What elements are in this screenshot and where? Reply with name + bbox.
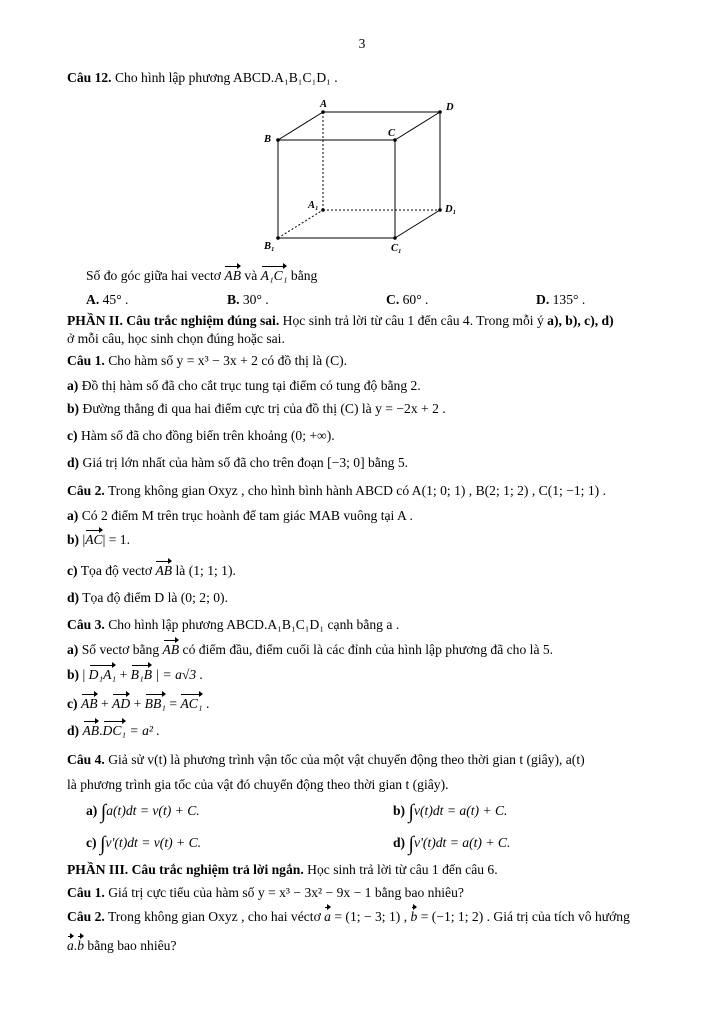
p3q2-post: = (−1; 1; 2) . Giá trị của tích vô hướng xyxy=(417,909,630,924)
label-A: A xyxy=(320,99,328,110)
item-text: + xyxy=(116,667,131,682)
item-key: b) xyxy=(67,532,80,547)
item-text: là (1; 1; 1). xyxy=(172,563,236,578)
p2q2-item-d[interactable] xyxy=(67,590,662,607)
part2-intro: Học sinh trả lời từ câu 1 đến câu 4. Trong mỗi ý xyxy=(279,313,548,328)
p2q2-item-c[interactable] xyxy=(67,563,662,580)
p3q1-label: Câu 1. xyxy=(67,885,105,900)
vec-dc1: DC₁ xyxy=(102,723,127,738)
option-key: A. xyxy=(86,292,100,307)
p2q4-stem-line1 xyxy=(67,752,662,769)
part2-intro-line2: ở mỗi câu, học sinh chọn đúng hoặc sai. xyxy=(67,331,285,346)
part3-intro-text: Học sinh trả lời từ câu 1 đến câu 6. xyxy=(303,862,498,877)
item-key: a) xyxy=(86,803,98,818)
label-C: C xyxy=(388,128,396,139)
p3q2-label: Câu 2. xyxy=(67,909,105,924)
vec-ab: AB xyxy=(80,696,98,711)
q12-vec-ab: AB xyxy=(224,268,241,283)
option-key: C. xyxy=(386,292,400,307)
p2q2-item-b[interactable] xyxy=(67,532,662,549)
q12-option-d[interactable] xyxy=(536,292,585,309)
item-text: | xyxy=(82,532,86,547)
integral-sign: ∫ xyxy=(408,833,414,855)
p2q4-stem-line2: là phương trình gia tốc của vật đó chuyển động theo thời gian t (giây). xyxy=(67,777,449,792)
p2q2-label: Câu 2. xyxy=(67,483,105,498)
item-key: b) xyxy=(393,803,406,818)
option-value: 135° . xyxy=(552,292,586,307)
p3q2-line1 xyxy=(67,909,662,926)
p2q4-item-d[interactable] xyxy=(393,832,510,857)
p2q3-item-a[interactable] xyxy=(67,642,662,659)
q12-label: Câu 12. xyxy=(67,70,112,85)
vec-bb1: BB₁ xyxy=(144,696,166,711)
part2-intro-line1 xyxy=(67,313,662,330)
option-value: 60° . xyxy=(402,292,429,307)
q12-option-a[interactable] xyxy=(86,292,128,309)
p2q4-label: Câu 4. xyxy=(67,752,105,767)
item-expr: v'(t)dt = a(t) + C. xyxy=(413,835,511,850)
dot: . xyxy=(73,938,78,953)
integral-sign: ∫ xyxy=(100,801,107,823)
p2q2-text: Trong không gian Oxyz , cho hình bình hành ABCD có A(1; 0; 1) , B(2; 1; 2) , C(1; −1; 1) . xyxy=(107,483,606,498)
item-expr: v'(t)dt = v(t) + C. xyxy=(105,835,202,850)
item-text: Tọa độ vectơ xyxy=(80,563,156,578)
p2q3-stem xyxy=(67,617,662,634)
p2q1-item-d[interactable] xyxy=(67,455,662,472)
vec-d1a1: D₁A₁ xyxy=(88,667,117,682)
item-key: c) xyxy=(67,563,78,578)
q12-line xyxy=(67,70,662,87)
vec-ad: AD xyxy=(112,696,131,711)
item-key: a) xyxy=(67,378,79,393)
p2q1-item-a[interactable] xyxy=(67,378,662,395)
page-number: 3 xyxy=(358,36,366,51)
part2-heading: PHẦN II. Câu trắc nghiệm đúng sai. xyxy=(67,313,280,328)
p2q2-stem xyxy=(67,483,662,500)
item-key: d) xyxy=(67,723,80,738)
p3q1 xyxy=(67,885,662,902)
p2q1-item-b[interactable] xyxy=(67,401,662,418)
p2q3-item-b[interactable] xyxy=(67,667,662,684)
p2q1-text: Cho hàm số y = x³ − 3x + 2 có đồ thị là (C). xyxy=(108,353,348,368)
q12-options xyxy=(86,292,646,308)
label-B: B xyxy=(264,134,272,145)
vec-a: a xyxy=(67,938,74,953)
item-text: có điểm đầu, điểm cuối là các đỉnh của hình lập phương đã cho là 5. xyxy=(179,642,554,657)
label-D1: D₁ xyxy=(445,204,457,215)
p2q1-stem xyxy=(67,353,662,370)
vec-b: b xyxy=(410,909,418,924)
item-key: c) xyxy=(67,696,78,711)
integral-sign: ∫ xyxy=(99,833,106,855)
label-A1: A₁ xyxy=(308,200,319,211)
q12-option-c[interactable] xyxy=(386,292,428,309)
q12-question xyxy=(86,268,662,285)
option-value: 45° . xyxy=(102,292,129,307)
item-text: Giá trị lớn nhất của hàm số đã cho trên đoạn [−3; 0] bằng 5. xyxy=(82,455,409,470)
label-B1: B₁ xyxy=(264,241,275,252)
option-value: 30° . xyxy=(242,292,269,307)
vec-ab: AB xyxy=(82,723,100,738)
vec-ac: AC xyxy=(85,532,103,547)
integral-sign: ∫ xyxy=(408,801,414,823)
p3q2-pre: Trong không gian Oxyz , cho hai véctơ xyxy=(107,909,325,924)
vec-ac1: AC₁ xyxy=(180,696,203,711)
item-key: b) xyxy=(67,401,80,416)
p2q3-item-c[interactable]: c) AB + AD + BB₁ = AC₁ . xyxy=(67,696,210,711)
vec-b1b: B₁B xyxy=(130,667,153,682)
vec-b: b xyxy=(77,938,84,953)
p2q3-label: Câu 3. xyxy=(67,617,105,632)
item-text: Đồ thị hàm số đã cho cắt trục tung tại điểm có tung độ bằng 2. xyxy=(81,378,421,393)
vec-ab: AB xyxy=(155,563,173,578)
item-key: c) xyxy=(67,428,78,443)
item-text: | xyxy=(82,667,89,682)
item-expr: v(t)dt = a(t) + C. xyxy=(413,803,508,818)
p2q4-item-b[interactable] xyxy=(393,800,507,825)
p2q4-line1: Giả sử v(t) là phương trình vận tốc của một vật chuyển động theo thời gian t (giây), a(t) xyxy=(108,752,585,767)
item-key: c) xyxy=(86,835,97,850)
p2q1-label: Câu 1. xyxy=(67,353,105,368)
p2q3-item-d[interactable] xyxy=(67,723,662,740)
q12-text: Cho hình lập phương ABCD.A₁B₁C₁D₁ . xyxy=(114,70,338,85)
part3-heading: PHẦN III. Câu trắc nghiệm trả lời ngắn. xyxy=(67,862,304,877)
part2-intro-bold: a), b), c), d) xyxy=(547,313,614,328)
label-D: D xyxy=(446,102,454,113)
item-key: a) xyxy=(67,642,79,657)
p3q2-line2-text: bằng bao nhiêu? xyxy=(84,938,177,953)
p2q4-item-a[interactable] xyxy=(86,800,200,825)
vec-ab: AB xyxy=(162,642,180,657)
p2q2-item-a[interactable] xyxy=(67,508,662,525)
item-text: Số vectơ bằng xyxy=(81,642,163,657)
option-key: D. xyxy=(536,292,550,307)
p3q1-text: Giá trị cực tiểu của hàm số y = x³ − 3x² − 9x − 1 bằng bao nhiêu? xyxy=(108,885,464,900)
item-text: . xyxy=(202,696,210,711)
item-text: = a² . xyxy=(126,723,160,738)
p2q1-item-c[interactable] xyxy=(67,428,662,445)
dot: . xyxy=(99,723,103,738)
item-expr: a(t)dt = v(t) + C. xyxy=(106,803,200,818)
q12-question-pre: Số đo góc giữa hai vectơ xyxy=(86,268,221,283)
item-key: d) xyxy=(67,455,80,470)
vec-a: a xyxy=(324,909,331,924)
item-key: a) xyxy=(67,508,79,523)
item-text: Có 2 điểm M trên trục hoành để tam giác MAB vuông tại A . xyxy=(81,508,413,523)
cube-figure xyxy=(260,98,470,254)
p3q2-mid: = (1; − 3; 1) , xyxy=(330,909,411,924)
item-text: Đường thẳng đi qua hai điểm cực trị của đồ thị (C) là y = −2x + 2 . xyxy=(82,401,446,416)
p2q3-text: Cho hình lập phương ABCD.A₁B₁C₁D₁ cạnh bằng a . xyxy=(108,617,400,632)
item-text: Hàm số đã cho đồng biến trên khoảng (0; +∞). xyxy=(80,428,335,443)
p3q2-line2 xyxy=(67,938,662,955)
q12-question-mid: và xyxy=(244,268,258,283)
item-text: Tọa độ điểm D là (0; 2; 0). xyxy=(82,590,228,605)
item-text: | = 1. xyxy=(102,532,130,547)
q12-question-post: bằng xyxy=(290,268,318,283)
part3-intro xyxy=(67,862,662,879)
item-key: d) xyxy=(393,835,406,850)
q12-vec-a1c1: A₁C₁ xyxy=(260,268,288,283)
label-C1: C₁ xyxy=(391,243,402,254)
item-text: | = a√3 . xyxy=(152,667,203,682)
q12-option-b[interactable] xyxy=(227,292,269,309)
item-key: b) xyxy=(67,667,80,682)
p2q4-item-c[interactable] xyxy=(86,832,201,857)
option-key: B. xyxy=(227,292,240,307)
item-key: d) xyxy=(67,590,80,605)
